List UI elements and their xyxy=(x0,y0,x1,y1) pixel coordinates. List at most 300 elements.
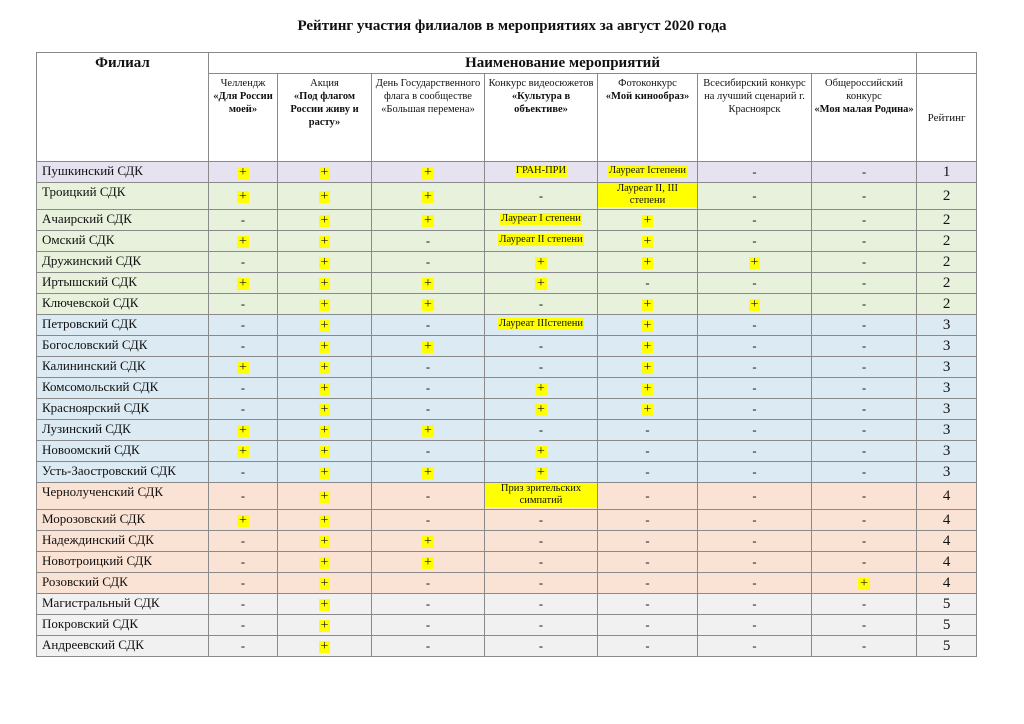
rating-value: 2 xyxy=(917,273,977,294)
event-cell xyxy=(598,183,698,210)
event-cell: - xyxy=(598,273,698,294)
event-cell: - xyxy=(372,636,485,657)
event-cell xyxy=(278,210,372,231)
header-event-text: Общероссийский конкурс xyxy=(825,78,904,103)
event-cell xyxy=(278,552,372,573)
event-cell: - xyxy=(698,273,812,294)
event-cell: - xyxy=(698,378,812,399)
branch-name: Петровский СДК xyxy=(37,315,209,336)
participation-mark: + xyxy=(320,554,329,570)
rating-value: 3 xyxy=(917,315,977,336)
event-cell xyxy=(598,231,698,252)
event-cell xyxy=(278,510,372,531)
header-event-text: День Государственного флага в сообществе «Большая перемена» xyxy=(375,78,481,116)
event-cell xyxy=(485,399,598,420)
table-row xyxy=(37,462,977,483)
event-cell: - xyxy=(598,594,698,615)
header-event-text: Конкурс видеосюжетов xyxy=(488,78,594,89)
event-cell: - xyxy=(372,510,485,531)
event-cell: - xyxy=(598,483,698,510)
event-cell: - xyxy=(209,294,278,315)
event-cell xyxy=(372,552,485,573)
event-cell: - xyxy=(812,336,917,357)
rating-value: 3 xyxy=(917,399,977,420)
event-cell: - xyxy=(485,357,598,378)
event-cell xyxy=(278,615,372,636)
event-cell: - xyxy=(209,594,278,615)
rating-value: 5 xyxy=(917,615,977,636)
event-cell: - xyxy=(372,315,485,336)
event-cell xyxy=(278,378,372,399)
participation-mark: + xyxy=(424,164,432,180)
event-cell: - xyxy=(698,636,812,657)
event-cell: - xyxy=(485,183,598,210)
event-cell: - xyxy=(812,378,917,399)
event-cell: - xyxy=(812,252,917,273)
event-cell xyxy=(209,231,278,252)
header-event-text: Акция xyxy=(310,78,339,89)
participation-mark: + xyxy=(643,233,652,249)
event-cell: - xyxy=(209,552,278,573)
award-label: Лауреат I степени xyxy=(501,213,581,224)
event-cell: - xyxy=(698,357,812,378)
participation-mark: + xyxy=(424,533,432,549)
participation-mark: + xyxy=(239,275,247,291)
event-cell: - xyxy=(372,441,485,462)
event-cell: - xyxy=(598,462,698,483)
event-cell xyxy=(598,336,698,357)
branch-name: Андреевский СДК xyxy=(37,636,209,657)
event-cell: - xyxy=(209,573,278,594)
event-cell: - xyxy=(812,210,917,231)
event-cell: - xyxy=(698,420,812,441)
branch-name: Покровский СДК xyxy=(37,615,209,636)
participation-mark: + xyxy=(643,212,652,228)
participation-mark: + xyxy=(320,212,329,228)
event-cell: - xyxy=(372,357,485,378)
rating-value: 3 xyxy=(917,462,977,483)
event-cell xyxy=(278,462,372,483)
branch-name: Иртышский СДК xyxy=(37,273,209,294)
participation-mark: + xyxy=(239,188,247,204)
rating-value: 3 xyxy=(917,336,977,357)
event-cell: - xyxy=(598,420,698,441)
event-cell xyxy=(485,378,598,399)
event-cell xyxy=(372,210,485,231)
header-branch: Филиал xyxy=(37,53,209,162)
event-cell: - xyxy=(812,510,917,531)
branch-name: Калининский СДК xyxy=(37,357,209,378)
header-events-group: Наименование мероприятий xyxy=(209,53,917,74)
event-cell xyxy=(209,420,278,441)
event-cell xyxy=(372,183,485,210)
event-cell xyxy=(598,252,698,273)
event-cell xyxy=(485,210,598,231)
event-cell: - xyxy=(698,231,812,252)
event-cell: - xyxy=(209,483,278,510)
participation-mark: + xyxy=(320,254,329,270)
event-cell xyxy=(372,294,485,315)
rating-value: 3 xyxy=(917,378,977,399)
table-row xyxy=(37,636,977,657)
event-cell: - xyxy=(598,636,698,657)
participation-mark: + xyxy=(320,317,329,333)
event-cell: - xyxy=(598,441,698,462)
event-cell: - xyxy=(485,294,598,315)
participation-mark: + xyxy=(320,359,329,375)
participation-mark: + xyxy=(320,488,329,504)
event-cell xyxy=(278,162,372,183)
event-cell: - xyxy=(812,594,917,615)
event-cell xyxy=(209,510,278,531)
branch-name: Морозовский СДК xyxy=(37,510,209,531)
header-event-1 xyxy=(209,74,278,162)
table-row xyxy=(37,615,977,636)
participation-mark: + xyxy=(424,422,432,438)
event-cell: - xyxy=(209,252,278,273)
participation-mark: + xyxy=(239,512,247,528)
participation-mark: + xyxy=(320,164,329,180)
award-label: Лауреат IIIстепени xyxy=(498,318,584,329)
event-cell: - xyxy=(698,615,812,636)
branch-name: Красноярский СДК xyxy=(37,399,209,420)
branch-name: Усть-Заостровский СДК xyxy=(37,462,209,483)
participation-mark: + xyxy=(239,359,247,375)
header-blank xyxy=(917,53,977,74)
participation-mark: + xyxy=(239,443,247,459)
rating-table xyxy=(36,52,977,657)
rating-value: 4 xyxy=(917,552,977,573)
participation-mark: + xyxy=(424,338,432,354)
award-label: Приз зрительских симпатий xyxy=(485,483,597,507)
table-row xyxy=(37,315,977,336)
branch-name: Богословский СДК xyxy=(37,336,209,357)
participation-mark: + xyxy=(320,512,329,528)
event-cell: - xyxy=(485,336,598,357)
participation-mark: + xyxy=(320,533,329,549)
event-cell xyxy=(485,315,598,336)
rating-value: 2 xyxy=(917,231,977,252)
event-cell xyxy=(598,378,698,399)
branch-name: Новотроицкий СДК xyxy=(37,552,209,573)
event-cell: - xyxy=(209,462,278,483)
event-cell xyxy=(812,573,917,594)
header-event-7 xyxy=(812,74,917,162)
header-event-title: «Для России моей» xyxy=(213,91,273,116)
table-row xyxy=(37,357,977,378)
event-cell: - xyxy=(698,183,812,210)
event-cell: - xyxy=(698,594,812,615)
event-cell: - xyxy=(812,615,917,636)
event-cell xyxy=(278,483,372,510)
header-event-text: Фотоконкурс xyxy=(618,78,677,89)
event-cell xyxy=(372,462,485,483)
event-cell xyxy=(598,162,698,183)
event-cell: - xyxy=(209,378,278,399)
event-cell: - xyxy=(812,315,917,336)
table-row xyxy=(37,510,977,531)
branch-name: Розовский СДК xyxy=(37,573,209,594)
table-row xyxy=(37,252,977,273)
participation-mark: + xyxy=(424,275,432,291)
header-event-text: Челлендж xyxy=(220,78,266,89)
event-cell: - xyxy=(485,573,598,594)
participation-mark: + xyxy=(860,575,868,591)
participation-mark: + xyxy=(537,275,545,291)
participation-mark: + xyxy=(320,401,329,417)
event-cell xyxy=(278,441,372,462)
participation-mark: + xyxy=(537,443,545,459)
event-cell xyxy=(278,636,372,657)
event-cell: - xyxy=(372,231,485,252)
event-cell xyxy=(485,273,598,294)
rating-value: 2 xyxy=(917,183,977,210)
participation-mark: + xyxy=(320,338,329,354)
participation-mark: + xyxy=(320,443,329,459)
table-row xyxy=(37,210,977,231)
event-cell: - xyxy=(812,420,917,441)
rating-value: 2 xyxy=(917,252,977,273)
event-cell: - xyxy=(485,510,598,531)
table-row xyxy=(37,273,977,294)
participation-mark: + xyxy=(424,296,432,312)
event-cell xyxy=(278,294,372,315)
event-cell xyxy=(372,273,485,294)
event-cell: - xyxy=(209,315,278,336)
event-cell: - xyxy=(812,441,917,462)
participation-mark: + xyxy=(424,464,432,480)
event-cell xyxy=(485,162,598,183)
table-row xyxy=(37,594,977,615)
event-cell xyxy=(209,273,278,294)
event-cell: - xyxy=(485,420,598,441)
table-row xyxy=(37,441,977,462)
event-cell xyxy=(698,294,812,315)
branch-name: Омский СДК xyxy=(37,231,209,252)
event-cell xyxy=(278,183,372,210)
event-cell xyxy=(278,420,372,441)
rating-value: 4 xyxy=(917,531,977,552)
event-cell xyxy=(278,399,372,420)
branch-name: Троицкий СДК xyxy=(37,183,209,210)
event-cell xyxy=(278,315,372,336)
rating-value: 1 xyxy=(917,162,977,183)
event-cell: - xyxy=(812,462,917,483)
table-row xyxy=(37,552,977,573)
participation-mark: + xyxy=(320,233,329,249)
event-cell: - xyxy=(812,231,917,252)
rating-value: 4 xyxy=(917,483,977,510)
event-cell xyxy=(209,183,278,210)
event-cell: - xyxy=(598,573,698,594)
participation-mark: + xyxy=(320,380,329,396)
event-cell: - xyxy=(209,615,278,636)
event-cell: - xyxy=(812,183,917,210)
event-cell: - xyxy=(372,252,485,273)
header-event-title: «Мой кинообраз» xyxy=(605,91,690,103)
participation-mark: + xyxy=(320,638,329,654)
branch-name: Ключевской СДК xyxy=(37,294,209,315)
event-cell xyxy=(278,252,372,273)
page-title: Рейтинг участия филиалов в мероприятиях за август 2020 года xyxy=(297,18,727,34)
participation-mark: + xyxy=(424,212,432,228)
event-cell xyxy=(278,273,372,294)
event-cell: - xyxy=(209,210,278,231)
participation-mark: + xyxy=(239,233,247,249)
rating-value: 3 xyxy=(917,420,977,441)
branch-name: Магистральный СДК xyxy=(37,594,209,615)
participation-mark: + xyxy=(320,275,329,291)
rating-value: 4 xyxy=(917,573,977,594)
event-cell xyxy=(278,357,372,378)
event-cell xyxy=(278,594,372,615)
table-row xyxy=(37,336,977,357)
table-row xyxy=(37,231,977,252)
event-cell: - xyxy=(598,552,698,573)
event-cell: - xyxy=(812,273,917,294)
event-cell: - xyxy=(698,510,812,531)
event-cell xyxy=(485,483,598,510)
event-cell xyxy=(485,252,598,273)
event-cell: - xyxy=(372,573,485,594)
header-rating: Рейтинг xyxy=(917,74,977,162)
header-event-4 xyxy=(485,74,598,162)
event-cell xyxy=(485,231,598,252)
table-row xyxy=(37,399,977,420)
rating-value: 4 xyxy=(917,510,977,531)
participation-mark: + xyxy=(320,422,329,438)
participation-mark: + xyxy=(537,464,545,480)
event-cell: - xyxy=(812,552,917,573)
award-label: Лауреат II степени xyxy=(499,234,583,245)
event-cell: - xyxy=(485,636,598,657)
header-event-6 xyxy=(698,74,812,162)
header-event-title: «Под флагом России живу и расту» xyxy=(290,91,359,129)
event-cell xyxy=(278,573,372,594)
participation-mark: + xyxy=(424,188,432,204)
event-cell: - xyxy=(485,594,598,615)
event-cell: - xyxy=(698,552,812,573)
participation-mark: + xyxy=(643,317,652,333)
event-cell: - xyxy=(209,336,278,357)
participation-mark: + xyxy=(537,254,545,270)
participation-mark: + xyxy=(537,380,545,396)
event-cell: - xyxy=(698,399,812,420)
header-event-3 xyxy=(372,74,485,162)
table-row xyxy=(37,420,977,441)
table-row xyxy=(37,162,977,183)
event-cell: - xyxy=(598,531,698,552)
event-cell: - xyxy=(372,378,485,399)
event-cell: - xyxy=(209,399,278,420)
event-cell: - xyxy=(812,636,917,657)
table-row xyxy=(37,573,977,594)
event-cell: - xyxy=(209,636,278,657)
event-cell: - xyxy=(698,162,812,183)
event-cell xyxy=(278,531,372,552)
event-cell: - xyxy=(812,399,917,420)
rating-value: 3 xyxy=(917,357,977,378)
rating-value: 2 xyxy=(917,294,977,315)
event-cell: - xyxy=(485,615,598,636)
participation-mark: + xyxy=(320,296,329,312)
participation-mark: + xyxy=(239,164,247,180)
event-cell: - xyxy=(372,483,485,510)
participation-mark: + xyxy=(643,380,652,396)
event-cell: - xyxy=(698,315,812,336)
event-cell xyxy=(278,231,372,252)
branch-name: Надеждинский СДК xyxy=(37,531,209,552)
event-cell: - xyxy=(698,441,812,462)
participation-mark: + xyxy=(239,422,247,438)
event-cell xyxy=(598,399,698,420)
event-cell xyxy=(209,357,278,378)
award-label: ГРАН-ПРИ xyxy=(515,165,567,176)
event-cell: - xyxy=(698,573,812,594)
event-cell: - xyxy=(485,531,598,552)
branch-name: Лузинский СДК xyxy=(37,420,209,441)
event-cell xyxy=(598,210,698,231)
event-cell: - xyxy=(372,594,485,615)
event-cell xyxy=(209,162,278,183)
event-cell xyxy=(598,315,698,336)
award-label: Лауреат II, III степени xyxy=(598,183,697,207)
branch-name: Дружинский СДК xyxy=(37,252,209,273)
event-cell xyxy=(209,441,278,462)
participation-mark: + xyxy=(320,188,329,204)
event-cell xyxy=(598,294,698,315)
event-cell xyxy=(698,252,812,273)
table-row xyxy=(37,531,977,552)
participation-mark: + xyxy=(643,254,652,270)
participation-mark: + xyxy=(643,359,652,375)
branch-name: Ачаирский СДК xyxy=(37,210,209,231)
event-cell: - xyxy=(812,162,917,183)
event-cell: - xyxy=(698,462,812,483)
participation-mark: + xyxy=(320,617,329,633)
table-row xyxy=(37,183,977,210)
branch-name: Новоомский СДК xyxy=(37,441,209,462)
table-row xyxy=(37,294,977,315)
event-cell xyxy=(372,420,485,441)
event-cell: - xyxy=(372,615,485,636)
event-cell: - xyxy=(209,531,278,552)
event-cell: - xyxy=(698,336,812,357)
event-cell: - xyxy=(372,399,485,420)
event-cell xyxy=(372,162,485,183)
participation-mark: + xyxy=(643,338,652,354)
event-cell xyxy=(278,336,372,357)
event-cell: - xyxy=(812,483,917,510)
header-event-title: «Моя малая Родина» xyxy=(814,104,914,116)
branch-name: Чернолученский СДК xyxy=(37,483,209,510)
participation-mark: + xyxy=(537,401,545,417)
participation-mark: + xyxy=(320,575,329,591)
participation-mark: + xyxy=(643,296,652,312)
event-cell: - xyxy=(598,615,698,636)
participation-mark: + xyxy=(750,254,759,270)
event-cell xyxy=(485,441,598,462)
participation-mark: + xyxy=(320,596,329,612)
event-cell xyxy=(598,357,698,378)
event-cell: - xyxy=(598,510,698,531)
event-cell: - xyxy=(812,294,917,315)
event-cell: - xyxy=(812,357,917,378)
award-label: Лауреат Iстепени xyxy=(608,165,687,176)
participation-mark: + xyxy=(643,401,652,417)
table-row xyxy=(37,483,977,510)
event-cell xyxy=(372,336,485,357)
